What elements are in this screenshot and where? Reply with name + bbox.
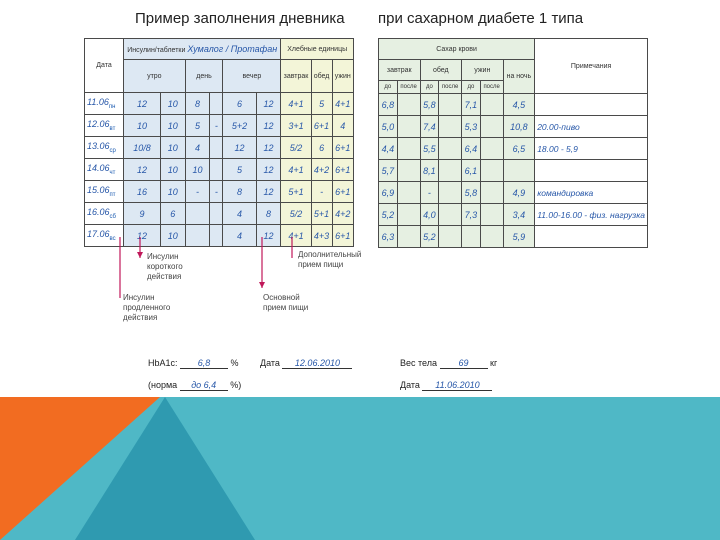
insulin-cell: - [185, 181, 210, 203]
xe-col-breakfast: завтрак [281, 60, 311, 93]
insulin-col-day: день [185, 60, 223, 93]
insulin-cell: 12 [256, 137, 281, 159]
xe-cell: 5+1 [311, 203, 332, 225]
date-value: 11.06 [87, 97, 109, 108]
insulin-cell: 6 [160, 203, 185, 225]
insulin-col-morning: утро [124, 60, 186, 93]
insulin-cell: 8 [256, 203, 281, 225]
insulin-cell: 5 [223, 159, 256, 181]
sugar-cell: 5,9 [503, 226, 535, 248]
xe-cell: 3+1 [281, 115, 311, 137]
insulin-cell: 12 [256, 225, 281, 247]
sub-before: до [462, 81, 481, 94]
insulin-cell: 10 [160, 115, 185, 137]
xe-cell: 4+3 [311, 225, 332, 247]
insulin-cell: 9 [124, 203, 161, 225]
sugar-cell: 10,8 [503, 116, 535, 138]
xe-cell: 6+1 [332, 159, 353, 181]
insulin-cell: 10 [124, 115, 161, 137]
annotation-main-meal: Основной прием пищи [263, 293, 309, 312]
norm-value: до 6,4 [180, 380, 228, 391]
decor-teal-triangle [75, 397, 255, 540]
insulin-cell: 12 [124, 93, 161, 115]
insulin-cell: 10 [160, 181, 185, 203]
insulin-cell: 12 [256, 115, 281, 137]
sugar-cell: 6,9 [379, 182, 398, 204]
sub-after: после [480, 81, 503, 94]
sugar-cell: 7,4 [420, 116, 439, 138]
insulin-cell: 16 [124, 181, 161, 203]
date2-value: 11.06.2010 [422, 380, 492, 391]
insulin-cell: 10/8 [124, 137, 161, 159]
insulin-cell: 6 [223, 93, 256, 115]
sugar-cell: 5,8 [420, 94, 439, 116]
sub-after: после [397, 81, 420, 94]
sugar-cell: 5,2 [379, 204, 398, 226]
day-value: вт [109, 125, 116, 132]
sugar-cell: 7,1 [462, 94, 481, 116]
sub-after: после [439, 81, 462, 94]
title-right: при сахарном диабете 1 типа [378, 10, 584, 27]
insulin-cell: 12 [256, 181, 281, 203]
insulin-cell: 4 [223, 225, 256, 247]
sugar-cell: 5,2 [420, 226, 439, 248]
insulin-cell: 5 [185, 115, 210, 137]
annotation-long-insulin: Инсулин продленного действия [123, 293, 171, 322]
insulin-cell: 4 [185, 137, 210, 159]
sub-before: до [379, 81, 398, 94]
day-value: пн [108, 103, 116, 110]
xe-cell: 6+1 [332, 181, 353, 203]
sugar-cell: 4,0 [420, 204, 439, 226]
insulin-cell: 12 [256, 159, 281, 181]
date-value: 16.06 [87, 207, 110, 218]
weight-line: Вес тела 69 кг [400, 358, 498, 368]
insulin-header: Инсулин/таблетки Хумалог / Протафан [124, 39, 281, 60]
insulin-cell: 10 [160, 93, 185, 115]
xe-header: Хлебные единицы [281, 39, 354, 60]
sub-before: до [420, 81, 439, 94]
annotation-extra-meal: Дополнительный прием пищи [298, 250, 362, 269]
insulin-cell: 10 [160, 159, 185, 181]
sugar-cell: - [420, 182, 439, 204]
xe-cell: 4+1 [332, 93, 353, 115]
sugar-cell: 6,3 [379, 226, 398, 248]
date-value: 15.06 [87, 185, 110, 196]
insulin-cell: 5+2 [223, 115, 256, 137]
sugar-cell: 5,5 [420, 138, 439, 160]
insulin-cell: 8 [185, 93, 210, 115]
date-value: 12.06 [87, 119, 110, 130]
day-value: сб [109, 213, 116, 220]
weight-value: 69 [440, 358, 488, 369]
day-value: вс [109, 235, 116, 242]
xe-cell: 4 [332, 115, 353, 137]
xe-cell: 6+1 [311, 115, 332, 137]
date-value: 14.06 [87, 163, 110, 174]
xe-cell: 6+1 [332, 137, 353, 159]
notes-header: Примечания [535, 39, 648, 94]
sugar-cell: 5,3 [462, 116, 481, 138]
day-value: пт [109, 191, 116, 198]
insulin-cell: 10 [185, 159, 210, 181]
sugar-cell: 5,8 [462, 182, 481, 204]
day-value: чт [109, 169, 116, 176]
xe-cell: 4+1 [281, 93, 311, 115]
xe-col-dinner: ужин [332, 60, 353, 93]
sugar-header: Сахар крови [379, 39, 535, 60]
sugar-cell: 6,5 [503, 138, 535, 160]
insulin-cell: - [210, 115, 223, 137]
note-cell: 18.00 - 5,9 [535, 138, 648, 160]
sugar-col-breakfast: завтрак [379, 60, 421, 81]
sugar-cell: 8,1 [420, 160, 439, 182]
sugar-cell: 4,5 [503, 94, 535, 116]
xe-cell: 5/2 [281, 203, 311, 225]
sugar-cell: 7,3 [462, 204, 481, 226]
title-left: Пример заполнения дневника [135, 10, 345, 27]
sugar-cell: 6,1 [462, 160, 481, 182]
sugar-cell: 5,0 [379, 116, 398, 138]
note-cell: командировка [535, 182, 648, 204]
insulin-cell: 12 [124, 159, 161, 181]
xe-cell: 6+1 [332, 225, 353, 247]
sugar-col-lunch: обед [420, 60, 462, 81]
annotation-short-insulin: Инсулин короткого действия [147, 252, 183, 281]
xe-cell: 5 [311, 93, 332, 115]
date-line: Дата 12.06.2010 [260, 358, 352, 369]
sugar-cell: 5,7 [379, 160, 398, 182]
insulin-col-evening: вечер [223, 60, 281, 93]
insulin-cell: 4 [223, 203, 256, 225]
sugar-cell: 4,4 [379, 138, 398, 160]
insulin-cell: 12 [256, 93, 281, 115]
xe-cell: 6 [311, 137, 332, 159]
insulin-cell: 12 [124, 225, 161, 247]
sugar-cell: 6,4 [462, 138, 481, 160]
xe-cell: 4+2 [332, 203, 353, 225]
insulin-cell: 12 [223, 137, 256, 159]
xe-cell: 4+2 [311, 159, 332, 181]
day-value: ср [109, 147, 116, 154]
date-value: 17.06 [87, 229, 110, 240]
sugar-col-dinner: ужин [462, 60, 504, 81]
xe-cell: - [311, 181, 332, 203]
xe-cell: 5/2 [281, 137, 311, 159]
hba1c-value: 6,8 [180, 358, 228, 369]
xe-cell: 5+1 [281, 181, 311, 203]
insulin-cell: - [210, 181, 223, 203]
insulin-cell: 8 [223, 181, 256, 203]
date2-line: Дата 11.06.2010 [400, 380, 492, 391]
sugar-col-night: на ночь [503, 60, 535, 94]
xe-col-lunch: обед [311, 60, 332, 93]
date-value: 13.06 [87, 141, 110, 152]
norm-line: (норма до 6,4 %) [148, 380, 242, 390]
xe-cell: 4+1 [281, 159, 311, 181]
note-cell: 20.00-пиво [535, 116, 648, 138]
xe-cell: 4+1 [281, 225, 311, 247]
date-value: 12.06.2010 [282, 358, 352, 369]
sugar-cell: 3,4 [503, 204, 535, 226]
note-cell: 11.00-16.00 - физ. нагрузка [535, 204, 648, 226]
sugar-cell: 4,9 [503, 182, 535, 204]
date-header: Дата [85, 39, 124, 93]
insulin-cell: 10 [160, 137, 185, 159]
hba1c-line: HbA1c: 6,8 % [148, 358, 239, 368]
insulin-cell: 10 [160, 225, 185, 247]
sugar-cell: 6,8 [379, 94, 398, 116]
